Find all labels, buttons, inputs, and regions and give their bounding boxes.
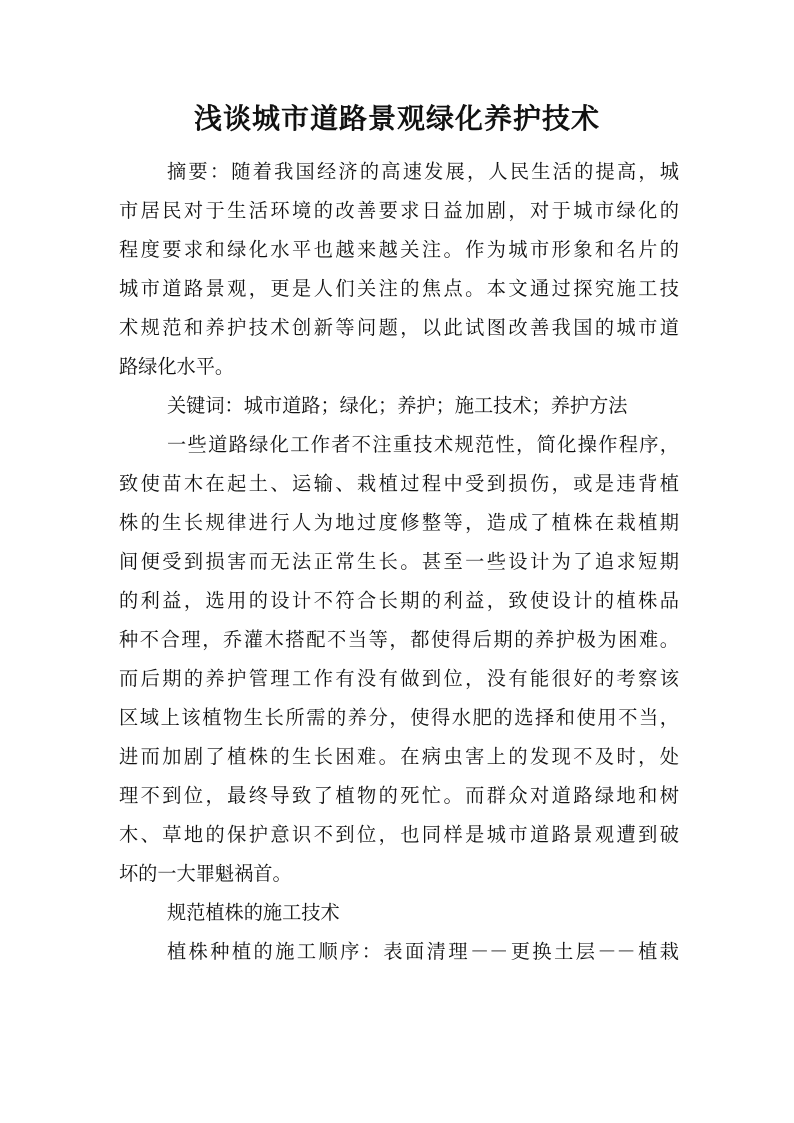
body-line-2: 致使苗木在起土、运输、栽植过程中受到损伤，或是违背植	[119, 472, 679, 495]
body-line-10: 理不到位，最终导致了植物的死忙。而群众对道路绿地和树	[119, 784, 679, 807]
body-line-12: 坏的一大罪魁祸首。	[119, 862, 292, 885]
body-line-3: 株的生长规律进行人为地过度修整等，造成了植株在栽植期	[119, 511, 679, 534]
body-line-11: 木、草地的保护意识不到位，也同样是城市道路景观遭到破	[119, 823, 679, 846]
document-title: 浅谈城市道路景观绿化养护技术	[193, 102, 600, 135]
abstract-line-2: 市居民对于生活环境的改善要求日益加剧，对于城市绿化的	[119, 199, 679, 222]
abstract-line-6: 路绿化水平。	[119, 355, 235, 378]
body-line-4: 间便受到损害而无法正常生长。甚至一些设计为了追求短期	[119, 550, 679, 573]
body-line-1: 一些道路绿化工作者不注重技术规范性，简化操作程序，	[167, 433, 679, 456]
abstract-line-1: 摘要：随着我国经济的高速发展，人民生活的提高，城	[167, 160, 679, 183]
section-line-1: 植株种植的施工顺序：表面清理－－更换土层－－植栽	[167, 940, 679, 963]
body-line-5: 的利益，选用的设计不符合长期的利益，致使设计的植株品	[119, 589, 679, 612]
keywords-line: 关键词：城市道路；绿化；养护；施工技术；养护方法	[167, 394, 628, 417]
body-line-6: 种不合理，乔灌木搭配不当等，都使得后期的养护极为困难。	[119, 628, 679, 651]
body-line-8: 区域上该植物生长所需的养分，使得水肥的选择和使用不当，	[119, 706, 679, 729]
body-line-9: 进而加剧了植株的生长困难。在病虫害上的发现不及时，处	[119, 745, 679, 768]
abstract-line-4: 城市道路景观，更是人们关注的焦点。本文通过探究施工技	[119, 277, 679, 300]
abstract-line-3: 程度要求和绿化水平也越来越关注。作为城市形象和名片的	[119, 238, 679, 261]
section-heading: 规范植株的施工技术	[167, 901, 340, 924]
body-line-7: 而后期的养护管理工作有没有做到位，没有能很好的考察该	[119, 667, 679, 690]
abstract-line-5: 术规范和养护技术创新等问题，以此试图改善我国的城市道	[119, 316, 679, 339]
